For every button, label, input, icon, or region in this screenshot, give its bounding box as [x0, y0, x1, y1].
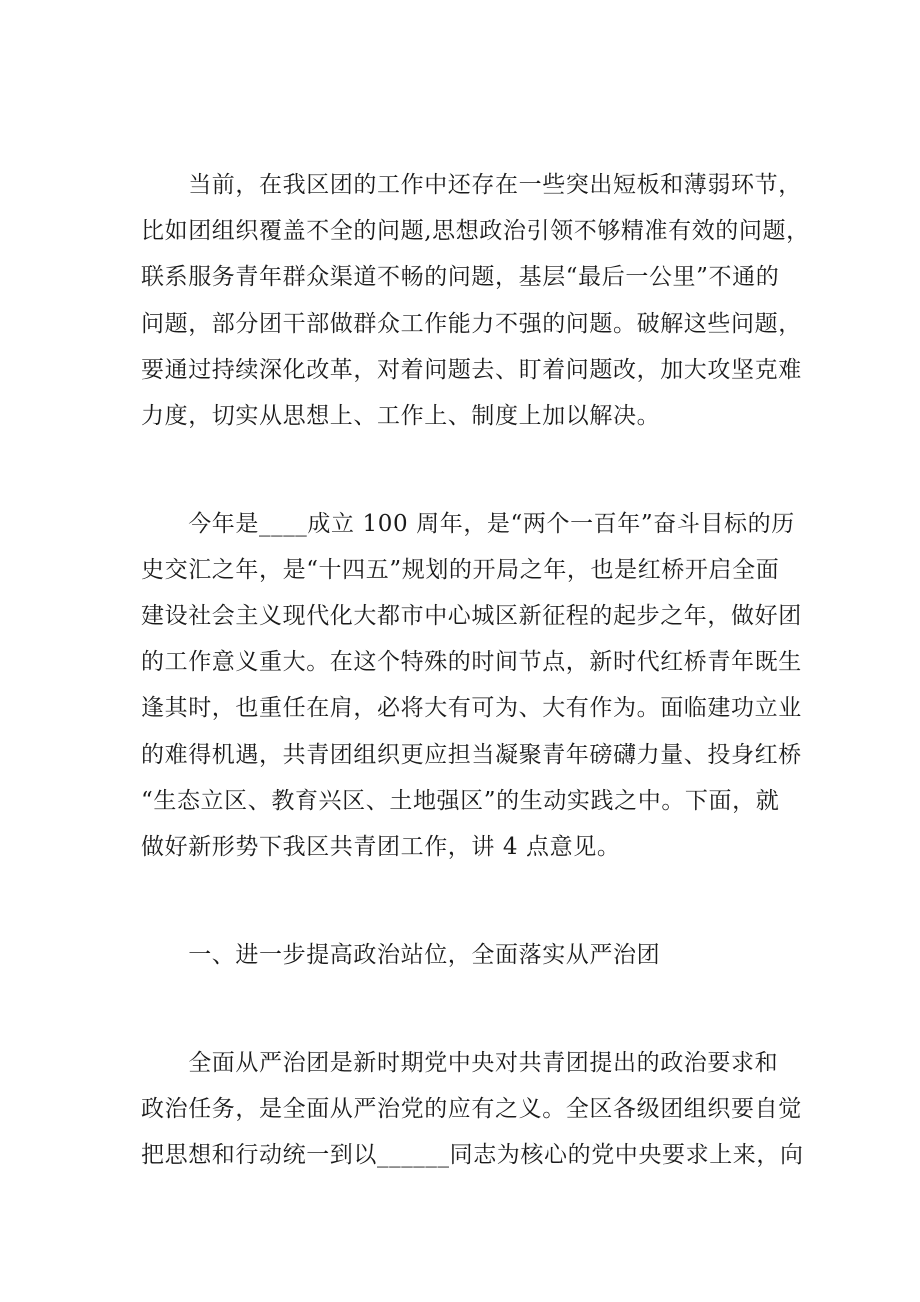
paragraph-line: 做好新形势下我区共青团工作，讲 4 点意见。 [141, 834, 621, 860]
paragraph-line: 全面从严治团是新时期党中央对共青团提出的政治要求和 [141, 1050, 779, 1076]
paragraph-line: 史交汇之年，是“十四五”规划的开局之年，也是红桥开启全面 [141, 557, 780, 583]
paragraph-line: 的难得机遇，共青团组织更应担当凝聚青年磅礴力量、投身红桥 [141, 742, 802, 768]
paragraph-line: 逢其时，也重任在肩，必将大有可为、大有作为。面临建功立业 [141, 695, 802, 721]
paragraph-line: 要通过持续深化改革，对着问题去、盯着问题改，加大攻坚克难 [141, 357, 802, 383]
section-heading: 一、进一步提高政治站位，全面落实从严治团 [141, 942, 661, 968]
paragraph-line: 的工作意义重大。在这个特殊的时间节点，新时代红桥青年既生 [141, 649, 802, 675]
paragraph-line: 今年是____成立 100 周年，是“两个一百年”奋斗目标的历 [141, 511, 795, 537]
paragraph-line: 问题，部分团干部做群众工作能力不强的问题。破解这些问题， [141, 311, 802, 337]
paragraph-line: 联系服务青年群众渠道不畅的问题，基层“最后一公里”不通的 [141, 264, 780, 290]
paragraph-line: 当前，在我区团的工作中还存在一些突出短板和薄弱环节， [141, 172, 802, 198]
paragraph-line: 把思想和行动统一到以______同志为核心的党中央要求上来，向 [141, 1142, 804, 1168]
paragraph-line: 政治任务，是全面从严治党的应有之义。全区各级团组织要自觉 [141, 1096, 802, 1122]
paragraph-line: 比如团组织覆盖不全的问题,思想政治引领不够精准有效的问题， [141, 218, 810, 244]
paragraph-line: 力度，切实从思想上、工作上、制度上加以解决。 [141, 403, 661, 429]
paragraph-line: “生态立区、教育兴区、土地强区”的生动实践之中。下面，就 [141, 788, 780, 814]
paragraph-line: 建设社会主义现代化大都市中心城区新征程的起步之年，做好团 [141, 603, 802, 629]
